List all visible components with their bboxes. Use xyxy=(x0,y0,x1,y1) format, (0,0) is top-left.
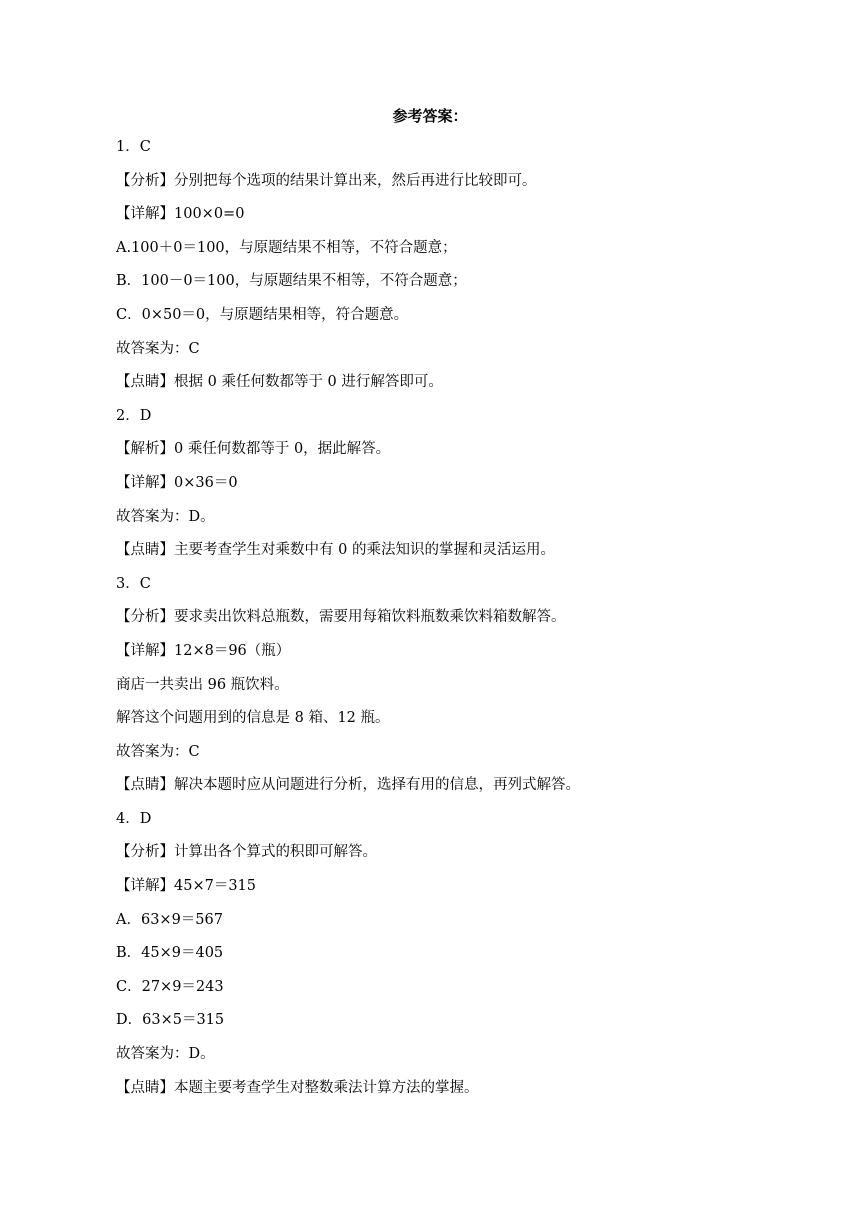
page-title: 参考答案： xyxy=(392,107,468,125)
answer-line: 【分析】计算出各个算式的积即可解答。 xyxy=(116,844,377,861)
answer-line: 【详解】45×7＝315 xyxy=(116,878,257,895)
answer-line: 解答这个问题用到的信息是 8 箱、12 瓶。 xyxy=(116,710,390,727)
answer-line: 商店一共卖出 96 瓶饮料。 xyxy=(116,676,289,693)
answer-line: 【详解】0×36＝0 xyxy=(116,474,238,491)
answer-line: 4．D xyxy=(116,810,152,827)
answer-line: 2．D xyxy=(116,407,152,424)
answer-line: B．100－0＝100，与原题结果不相等，不符合题意； xyxy=(116,273,467,290)
answer-line: C．0×50＝0，与原题结果相等，符合题意。 xyxy=(116,306,409,323)
answer-line: 【分析】要求卖出饮料总瓶数，需要用每箱饮料瓶数乘饮料箱数解答。 xyxy=(116,609,566,626)
answer-line: 【点睛】主要考查学生对乘数中有 0 的乘法知识的掌握和灵活运用。 xyxy=(116,542,555,559)
answer-line: 【点睛】解决本题时应从问题进行分析，选择有用的信息，再列式解答。 xyxy=(116,777,580,794)
answer-line: 【详解】12×8＝96（瓶） xyxy=(116,642,291,659)
answer-list xyxy=(116,131,796,1105)
answer-line: A．63×9＝567 xyxy=(116,911,223,928)
answer-line: 故答案为：D。 xyxy=(116,508,215,525)
answer-line: 故答案为：C xyxy=(116,743,200,760)
answer-line: 【解析】0 乘任何数都等于 0，据此解答。 xyxy=(116,441,391,458)
answer-line: 3．C xyxy=(116,575,151,592)
answer-line: C．27×9＝243 xyxy=(116,978,224,995)
answer-line: D．63×5＝315 xyxy=(116,1012,225,1029)
answer-line: 故答案为：D。 xyxy=(116,1046,215,1063)
answer-line: 故答案为：C xyxy=(116,340,200,357)
answer-line: A.100＋0＝100，与原题结果不相等，不符合题意； xyxy=(116,239,457,256)
answer-line: 【点睛】本题主要考查学生对整数乘法计算方法的掌握。 xyxy=(116,1079,479,1096)
answer-line: 【分析】分别把每个选项的结果计算出来，然后再进行比较即可。 xyxy=(116,172,537,189)
answer-line: 【详解】100×0=0 xyxy=(116,206,245,223)
answer-line: 1．C xyxy=(116,139,151,155)
answer-line: B．45×9＝405 xyxy=(116,945,224,962)
answer-line: 【点睛】根据 0 乘任何数都等于 0 进行解答即可。 xyxy=(116,374,443,391)
